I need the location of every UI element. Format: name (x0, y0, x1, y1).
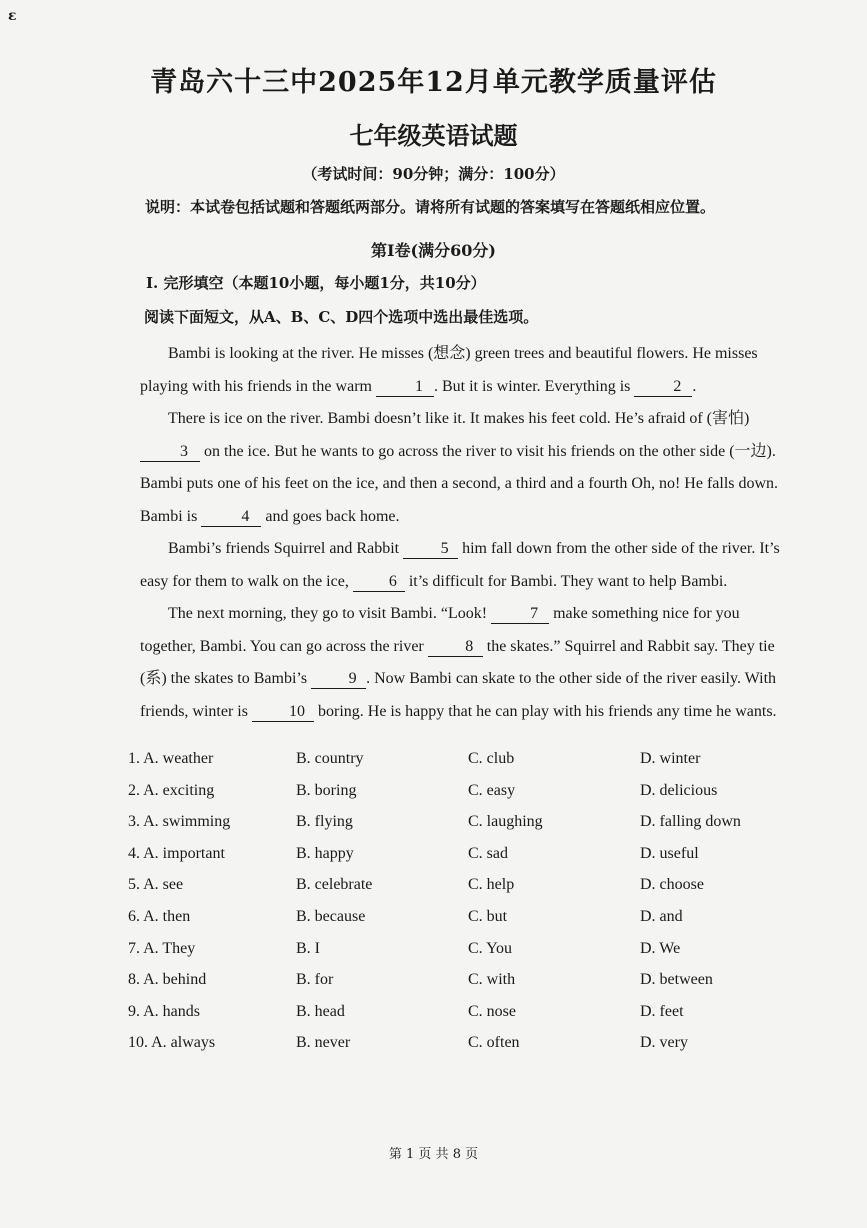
option-a: 7. A. They (128, 939, 196, 957)
blank-10: 10 (252, 703, 314, 722)
option-a: 2. A. exciting (128, 781, 215, 799)
answer-options (128, 750, 768, 1066)
option-b: B. never (296, 1034, 351, 1052)
blank-3: 3 (140, 443, 200, 462)
passage-paragraph (140, 338, 790, 403)
option-b: B. for (296, 971, 334, 989)
option-a: 8. A. behind (128, 971, 207, 989)
option-c: C. but (468, 907, 508, 925)
option-b: B. happy (296, 844, 354, 862)
blank-1: 1 (376, 378, 434, 397)
option-a: 5. A. see (128, 876, 184, 894)
blank-7: 7 (491, 605, 549, 624)
blank-6: 6 (353, 573, 405, 592)
passage-text: Bambi’s friends Squirrel and Rabbit (168, 540, 404, 557)
passage-text: There is ice on the river. Bambi doesn’t like it. It makes his feet cold. He’s afraid of (害怕) (168, 410, 750, 427)
option-c: C. laughing (468, 813, 543, 831)
passage-text: and goes back home. (261, 507, 400, 525)
exam-title: 青岛六十三中2025年12月单元教学质量评估 (150, 67, 717, 98)
option-d: D. delicious (640, 781, 718, 799)
question-row (128, 845, 768, 877)
passage-paragraph (140, 533, 790, 598)
option-c: C. with (468, 971, 516, 989)
question-row (128, 1003, 768, 1035)
option-c: C. club (468, 750, 515, 767)
passage-text: The next morning, they go to visit Bambi. “Look! (168, 605, 492, 622)
question-row (128, 908, 768, 940)
option-c: C. nose (468, 1002, 516, 1020)
question-row (128, 940, 768, 972)
passage-text: . But it is winter. Everything is (433, 377, 635, 395)
passage-text: . Now Bambi can skate to the other side of the river easily. With friends, winter is (140, 670, 777, 720)
option-d: D. useful (640, 844, 699, 862)
passage-text: make something nice for you together, Bambi. You can go across the river (140, 605, 740, 655)
section-title: Ⅰ. 完形填空（本题10小题，每小题1分，共10分） (146, 274, 486, 292)
option-c: C. You (468, 939, 513, 957)
option-b: B. boring (296, 781, 357, 799)
passage-text: him fall down from the other side of the river. It’s easy for them to walk on the ice, (140, 540, 780, 590)
option-d: D. falling down (640, 813, 741, 831)
option-c: C. sad (468, 844, 508, 862)
corner-mark: ε (8, 8, 17, 24)
option-a: 6. A. then (128, 907, 191, 925)
passage-text: boring. He is happy that he can play with his friends any time he wants. (313, 702, 777, 720)
option-b: B. country (296, 750, 364, 767)
passage-text: the skates.” Squirrel and Rabbit say. They tie (系) the skates to Bambi’s (140, 637, 775, 687)
blank-5: 5 (403, 540, 458, 559)
question-row (128, 1034, 768, 1066)
volume-title: 第Ⅰ卷(满分60分) (371, 241, 496, 260)
option-d: D. We (640, 939, 681, 957)
question-row (128, 782, 768, 814)
blank-2: 2 (634, 378, 692, 397)
option-d: D. and (640, 907, 683, 925)
option-d: D. winter (640, 750, 701, 767)
option-b: B. I (296, 939, 320, 957)
option-b: B. flying (296, 813, 353, 831)
option-c: C. help (468, 876, 515, 894)
exam-subtitle: 七年级英语试题 (349, 121, 518, 150)
page-footer: 第 1 页 共 8 页 (388, 1147, 479, 1162)
option-a: 4. A. important (128, 844, 225, 862)
option-d: D. between (640, 971, 713, 989)
passage-text: . (692, 377, 697, 395)
option-a: 9. A. hands (128, 1002, 200, 1020)
option-c: C. easy (468, 781, 516, 799)
option-b: B. celebrate (296, 876, 373, 894)
option-b: B. because (296, 907, 366, 925)
question-row (128, 971, 768, 1003)
option-a: 3. A. swimming (128, 813, 231, 831)
passage-text: Bambi is looking at the river. He misses (想念) green trees and beautiful flowers. He misses playing with his friends in the warm (140, 345, 758, 395)
option-a: 1. A. weather (128, 750, 214, 767)
blank-8: 8 (428, 638, 483, 657)
question-row (128, 876, 768, 908)
passage-paragraph (140, 403, 790, 533)
exam-info: （考试时间：90分钟；满分：100分） (302, 165, 565, 183)
option-d: D. very (640, 1034, 688, 1052)
question-row (128, 813, 768, 845)
option-c: C. often (468, 1034, 520, 1052)
passage-text: it’s difficult for Bambi. They want to help Bambi. (404, 572, 728, 590)
option-d: D. feet (640, 1002, 684, 1020)
passage-text: on the ice. But he wants to go across the river to visit his friends on the other side (一边). Bambi puts one of his feet on the ice, and then a second, a third and a fourth Oh, no! He falls down. Bambi is (140, 442, 779, 525)
option-a: 10. A. always (128, 1034, 216, 1052)
question-row (128, 750, 768, 782)
section-instruction: 阅读下面短文，从A、B、C、D四个选项中选出最佳选项。 (144, 308, 539, 326)
option-d: D. choose (640, 876, 704, 894)
passage-paragraph (140, 598, 790, 728)
option-b: B. head (296, 1002, 345, 1020)
blank-4: 4 (201, 508, 261, 527)
blank-9: 9 (311, 670, 366, 689)
cloze-passage (140, 338, 790, 728)
exam-note: 说明：本试卷包括试题和答题纸两部分。请将所有试题的答案填写在答题纸相应位置。 (145, 198, 716, 216)
